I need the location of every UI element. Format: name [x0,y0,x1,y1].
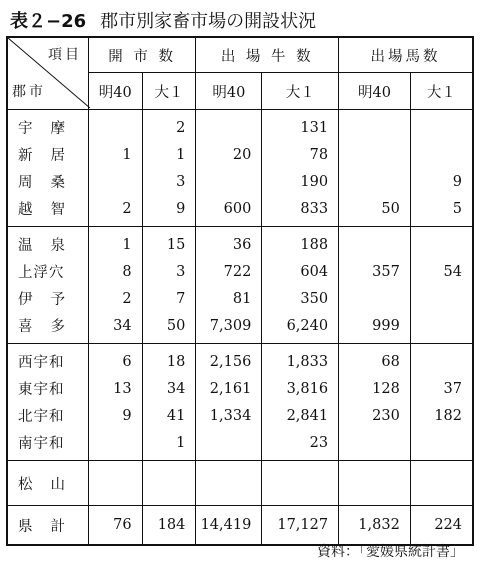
district-name: 越智 [7,195,88,227]
table-cell: 5 [410,195,473,227]
table-cell: 833 [262,195,339,227]
table-cell [339,429,411,461]
table-row [7,461,473,506]
table-row [7,258,473,285]
table-cell [410,312,473,344]
table-cell: 188 [262,227,339,259]
header-market-count: 開 市 数 [88,37,195,73]
table-cell: 2,161 [196,375,262,402]
table-row [7,141,473,168]
table-cell: 6,240 [262,312,339,344]
table-cell: 15 [142,227,196,259]
district-name: 松山 [7,461,88,506]
district-name: 伊予 [7,285,88,312]
district-name: 東宇和 [7,375,88,402]
table-cell: 1 [88,227,142,259]
table-cell [88,461,142,506]
table-cell [339,461,411,506]
corner-item-label: 項目 [47,47,82,63]
table-cell: 128 [339,375,411,402]
total-cell: 14,419 [196,506,262,546]
table-cell [339,285,411,312]
table-title [10,6,316,34]
table-cell [339,110,411,142]
table-cell: 600 [196,195,262,227]
table-cell: 68 [339,344,411,376]
livestock-market-table [6,36,474,546]
district-name: 上浮穴 [7,258,88,285]
table-cell: 54 [410,258,473,285]
table-number: 表２−26 [10,11,87,32]
table-cell: 9 [410,168,473,195]
table-cell: 78 [262,141,339,168]
header-row-groups [7,37,473,73]
table-caption: 郡市別家畜市場の開設状況 [100,11,317,32]
table-cell: 1,833 [262,344,339,376]
table-cell [142,461,196,506]
table-cell [410,227,473,259]
district-name: 喜多 [7,312,88,344]
header-year: 明40 [196,73,262,110]
table-row [7,168,473,195]
table-row [7,110,473,142]
table-cell: 36 [196,227,262,259]
table-cell: 81 [196,285,262,312]
table-cell [410,461,473,506]
table-cell [410,429,473,461]
table-row [7,227,473,259]
table-row [7,285,473,312]
table-cell: 9 [142,195,196,227]
table-cell [410,285,473,312]
table-cell: 1 [88,141,142,168]
table-cell [339,168,411,195]
total-cell: 76 [88,506,142,546]
corner-cell [7,37,88,110]
table-row [7,402,473,429]
table-cell: 357 [339,258,411,285]
table-cell: 999 [339,312,411,344]
table-cell: 604 [262,258,339,285]
table-cell: 13 [88,375,142,402]
district-name: 新居 [7,141,88,168]
header-year: 大１ [262,73,339,110]
table-cell: 2 [88,285,142,312]
table-cell: 37 [410,375,473,402]
table-cell: 230 [339,402,411,429]
total-cell: 17,127 [262,506,339,546]
total-label: 県計 [7,506,88,546]
header-year: 大１ [142,73,196,110]
table-row [7,312,473,344]
table-cell [262,461,339,506]
corner-row-label: 郡市 [12,84,46,100]
table-cell [410,344,473,376]
table-cell: 182 [410,402,473,429]
table-cell: 50 [142,312,196,344]
district-name: 温泉 [7,227,88,259]
table-cell: 131 [262,110,339,142]
table-cell: 9 [88,402,142,429]
table-cell [339,227,411,259]
total-cell: 1,832 [339,506,411,546]
table-cell [88,110,142,142]
district-name: 西宇和 [7,344,88,376]
table-cell: 23 [262,429,339,461]
district-name: 北宇和 [7,402,88,429]
table-cell: 1 [142,429,196,461]
table-row [7,429,473,461]
table-cell: 34 [142,375,196,402]
table-cell [196,461,262,506]
table-row [7,344,473,376]
total-cell: 224 [410,506,473,546]
table-cell: 2 [88,195,142,227]
table-cell: 3,816 [262,375,339,402]
table-cell [196,110,262,142]
district-name: 南宇和 [7,429,88,461]
table-cell [410,110,473,142]
table-cell: 2,841 [262,402,339,429]
table-cell: 41 [142,402,196,429]
table-cell: 1,334 [196,402,262,429]
table-cell: 7 [142,285,196,312]
table-cell [196,168,262,195]
table-cell: 34 [88,312,142,344]
table-cell [410,141,473,168]
table-cell [88,168,142,195]
table-cell: 20 [196,141,262,168]
header-year: 大１ [410,73,473,110]
table-cell: 3 [142,258,196,285]
district-name: 周桑 [7,168,88,195]
table-cell [196,429,262,461]
header-year: 明40 [88,73,142,110]
table-cell: 190 [262,168,339,195]
table-cell: 722 [196,258,262,285]
source-note: 資料：「愛媛県統計書」 [317,544,464,560]
table-cell [339,141,411,168]
table-cell: 2 [142,110,196,142]
table-cell: 1 [142,141,196,168]
header-horse-count: 出場馬数 [339,37,473,73]
table-cell: 6 [88,344,142,376]
header-cattle-count: 出 場 牛 数 [196,37,339,73]
table-cell: 7,309 [196,312,262,344]
district-name: 宇摩 [7,110,88,142]
table-cell: 350 [262,285,339,312]
total-row [7,506,473,546]
table-cell: 2,156 [196,344,262,376]
table-cell: 50 [339,195,411,227]
table-row [7,375,473,402]
table-cell [88,429,142,461]
total-cell: 184 [142,506,196,546]
table-row [7,195,473,227]
table-cell: 8 [88,258,142,285]
table-cell: 3 [142,168,196,195]
table-cell: 18 [142,344,196,376]
header-year: 明40 [339,73,411,110]
